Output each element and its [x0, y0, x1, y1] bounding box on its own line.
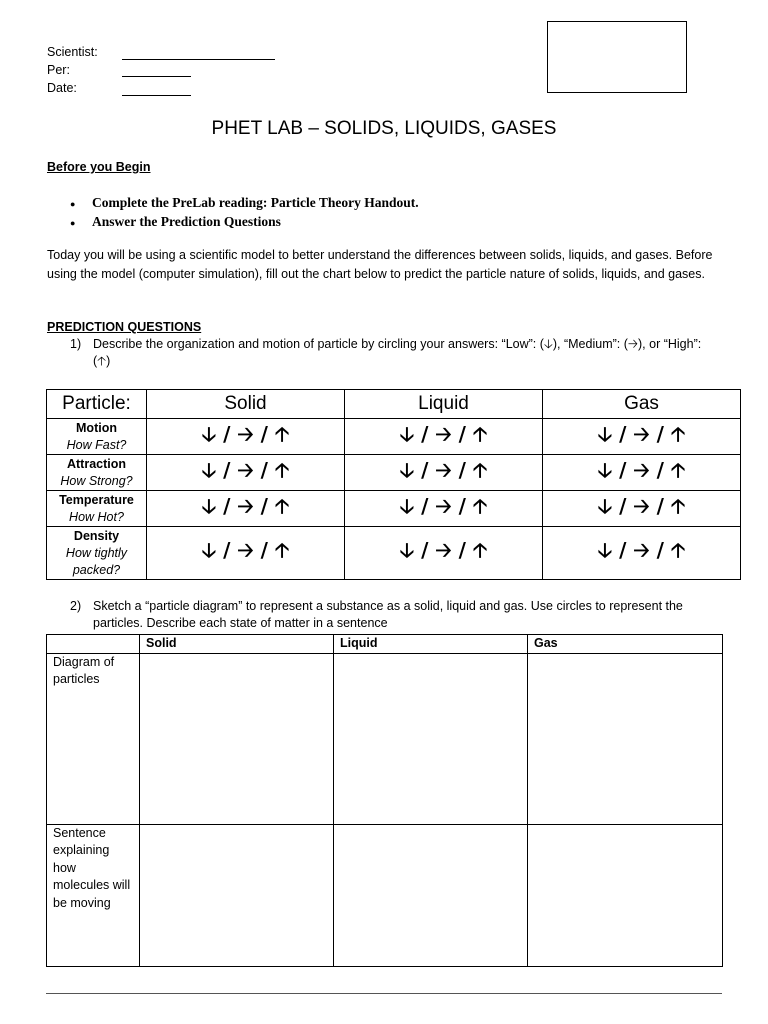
prediction-heading: PREDICTION QUESTIONS	[47, 320, 202, 334]
row-label-motion: Motion How Fast?	[47, 419, 147, 455]
diagram-cell-gas[interactable]	[528, 653, 723, 824]
prediction-table	[46, 389, 741, 580]
bullet-item: ● Answer the Prediction Questions	[70, 213, 419, 232]
before-heading: Before you Begin	[47, 160, 151, 174]
diagram-cell-liquid[interactable]	[334, 653, 528, 824]
question-2	[70, 598, 720, 632]
row-label-density: Density How tightly packed?	[47, 527, 147, 580]
header-gas: Gas	[543, 390, 741, 419]
scientist-line[interactable]	[122, 59, 275, 60]
choice-cell[interactable]: 🡣 / 🡢 / 🡡	[543, 527, 741, 580]
per-label: Per:	[47, 63, 70, 77]
date-label: Date:	[47, 81, 77, 95]
choice-cell[interactable]: 🡣 / 🡢 / 🡡	[543, 419, 741, 455]
header-solid: Solid	[147, 390, 345, 419]
choice-cell[interactable]: 🡣 / 🡢 / 🡡	[345, 455, 543, 491]
question-text: Describe the organization and motion of particle by circling your answers: “Low”: (🡣), “Medium”: (🡢), or “High”: (🡡)	[93, 337, 702, 368]
row-label-attraction: Attraction How Strong?	[47, 455, 147, 491]
row-label-diagram: Diagram of particles	[47, 653, 140, 824]
bullet-item: ● Complete the PreLab reading: Particle Theory Handout.	[70, 194, 419, 213]
choice-cell[interactable]: 🡣 / 🡢 / 🡡	[147, 527, 345, 580]
header-particle: Particle:	[47, 390, 147, 419]
sentence-cell-solid[interactable]	[140, 824, 334, 966]
question-number: 2)	[70, 599, 82, 613]
choice-cell[interactable]: 🡣 / 🡢 / 🡡	[345, 491, 543, 527]
intro-paragraph: Today you will be using a scientific model to better understand the differences between solids, liquids, and gases. Before using the model (computer simulation), fill out the chart below to predict the particle nature of solids, liquids, and gases.	[47, 248, 713, 281]
bullet-icon: ●	[70, 199, 76, 209]
score-box	[547, 21, 687, 93]
choice-cell[interactable]: 🡣 / 🡢 / 🡡	[147, 455, 345, 491]
header-liquid: Liquid	[345, 390, 543, 419]
row-label-temperature: Temperature How Hot?	[47, 491, 147, 527]
choice-cell[interactable]: 🡣 / 🡢 / 🡡	[543, 455, 741, 491]
choice-cell[interactable]: 🡣 / 🡢 / 🡡	[543, 491, 741, 527]
per-line[interactable]	[122, 76, 191, 77]
diagram-cell-solid[interactable]	[140, 653, 334, 824]
choice-cell[interactable]: 🡣 / 🡢 / 🡡	[147, 491, 345, 527]
header-solid: Solid	[140, 635, 334, 654]
page-title: PHET LAB – SOLIDS, LIQUIDS, GASES	[211, 118, 557, 139]
header-gas: Gas	[528, 635, 723, 654]
row-label-sentence: Sentence explaining how molecules will be moving	[47, 824, 140, 966]
scientist-label: Scientist:	[47, 45, 98, 59]
choice-cell[interactable]: 🡣 / 🡢 / 🡡	[147, 419, 345, 455]
choice-cell[interactable]: 🡣 / 🡢 / 🡡	[345, 527, 543, 580]
question-text: Sketch a “particle diagram” to represent a substance as a solid, liquid and gas. Use circles to represent the particles. Describe each state of matter in a sentence	[93, 599, 683, 630]
footer-divider	[46, 993, 722, 994]
choice-cell[interactable]: 🡣 / 🡢 / 🡡	[345, 419, 543, 455]
bullet-icon: ●	[70, 218, 76, 228]
question-number: 1)	[70, 337, 82, 351]
date-line[interactable]	[122, 95, 191, 96]
question-1	[70, 336, 720, 370]
sentence-cell-gas[interactable]	[528, 824, 723, 966]
particle-diagram-table	[46, 634, 723, 967]
sentence-cell-liquid[interactable]	[334, 824, 528, 966]
before-bullet-list	[70, 194, 419, 232]
header-liquid: Liquid	[334, 635, 528, 654]
header-blank	[47, 635, 140, 654]
